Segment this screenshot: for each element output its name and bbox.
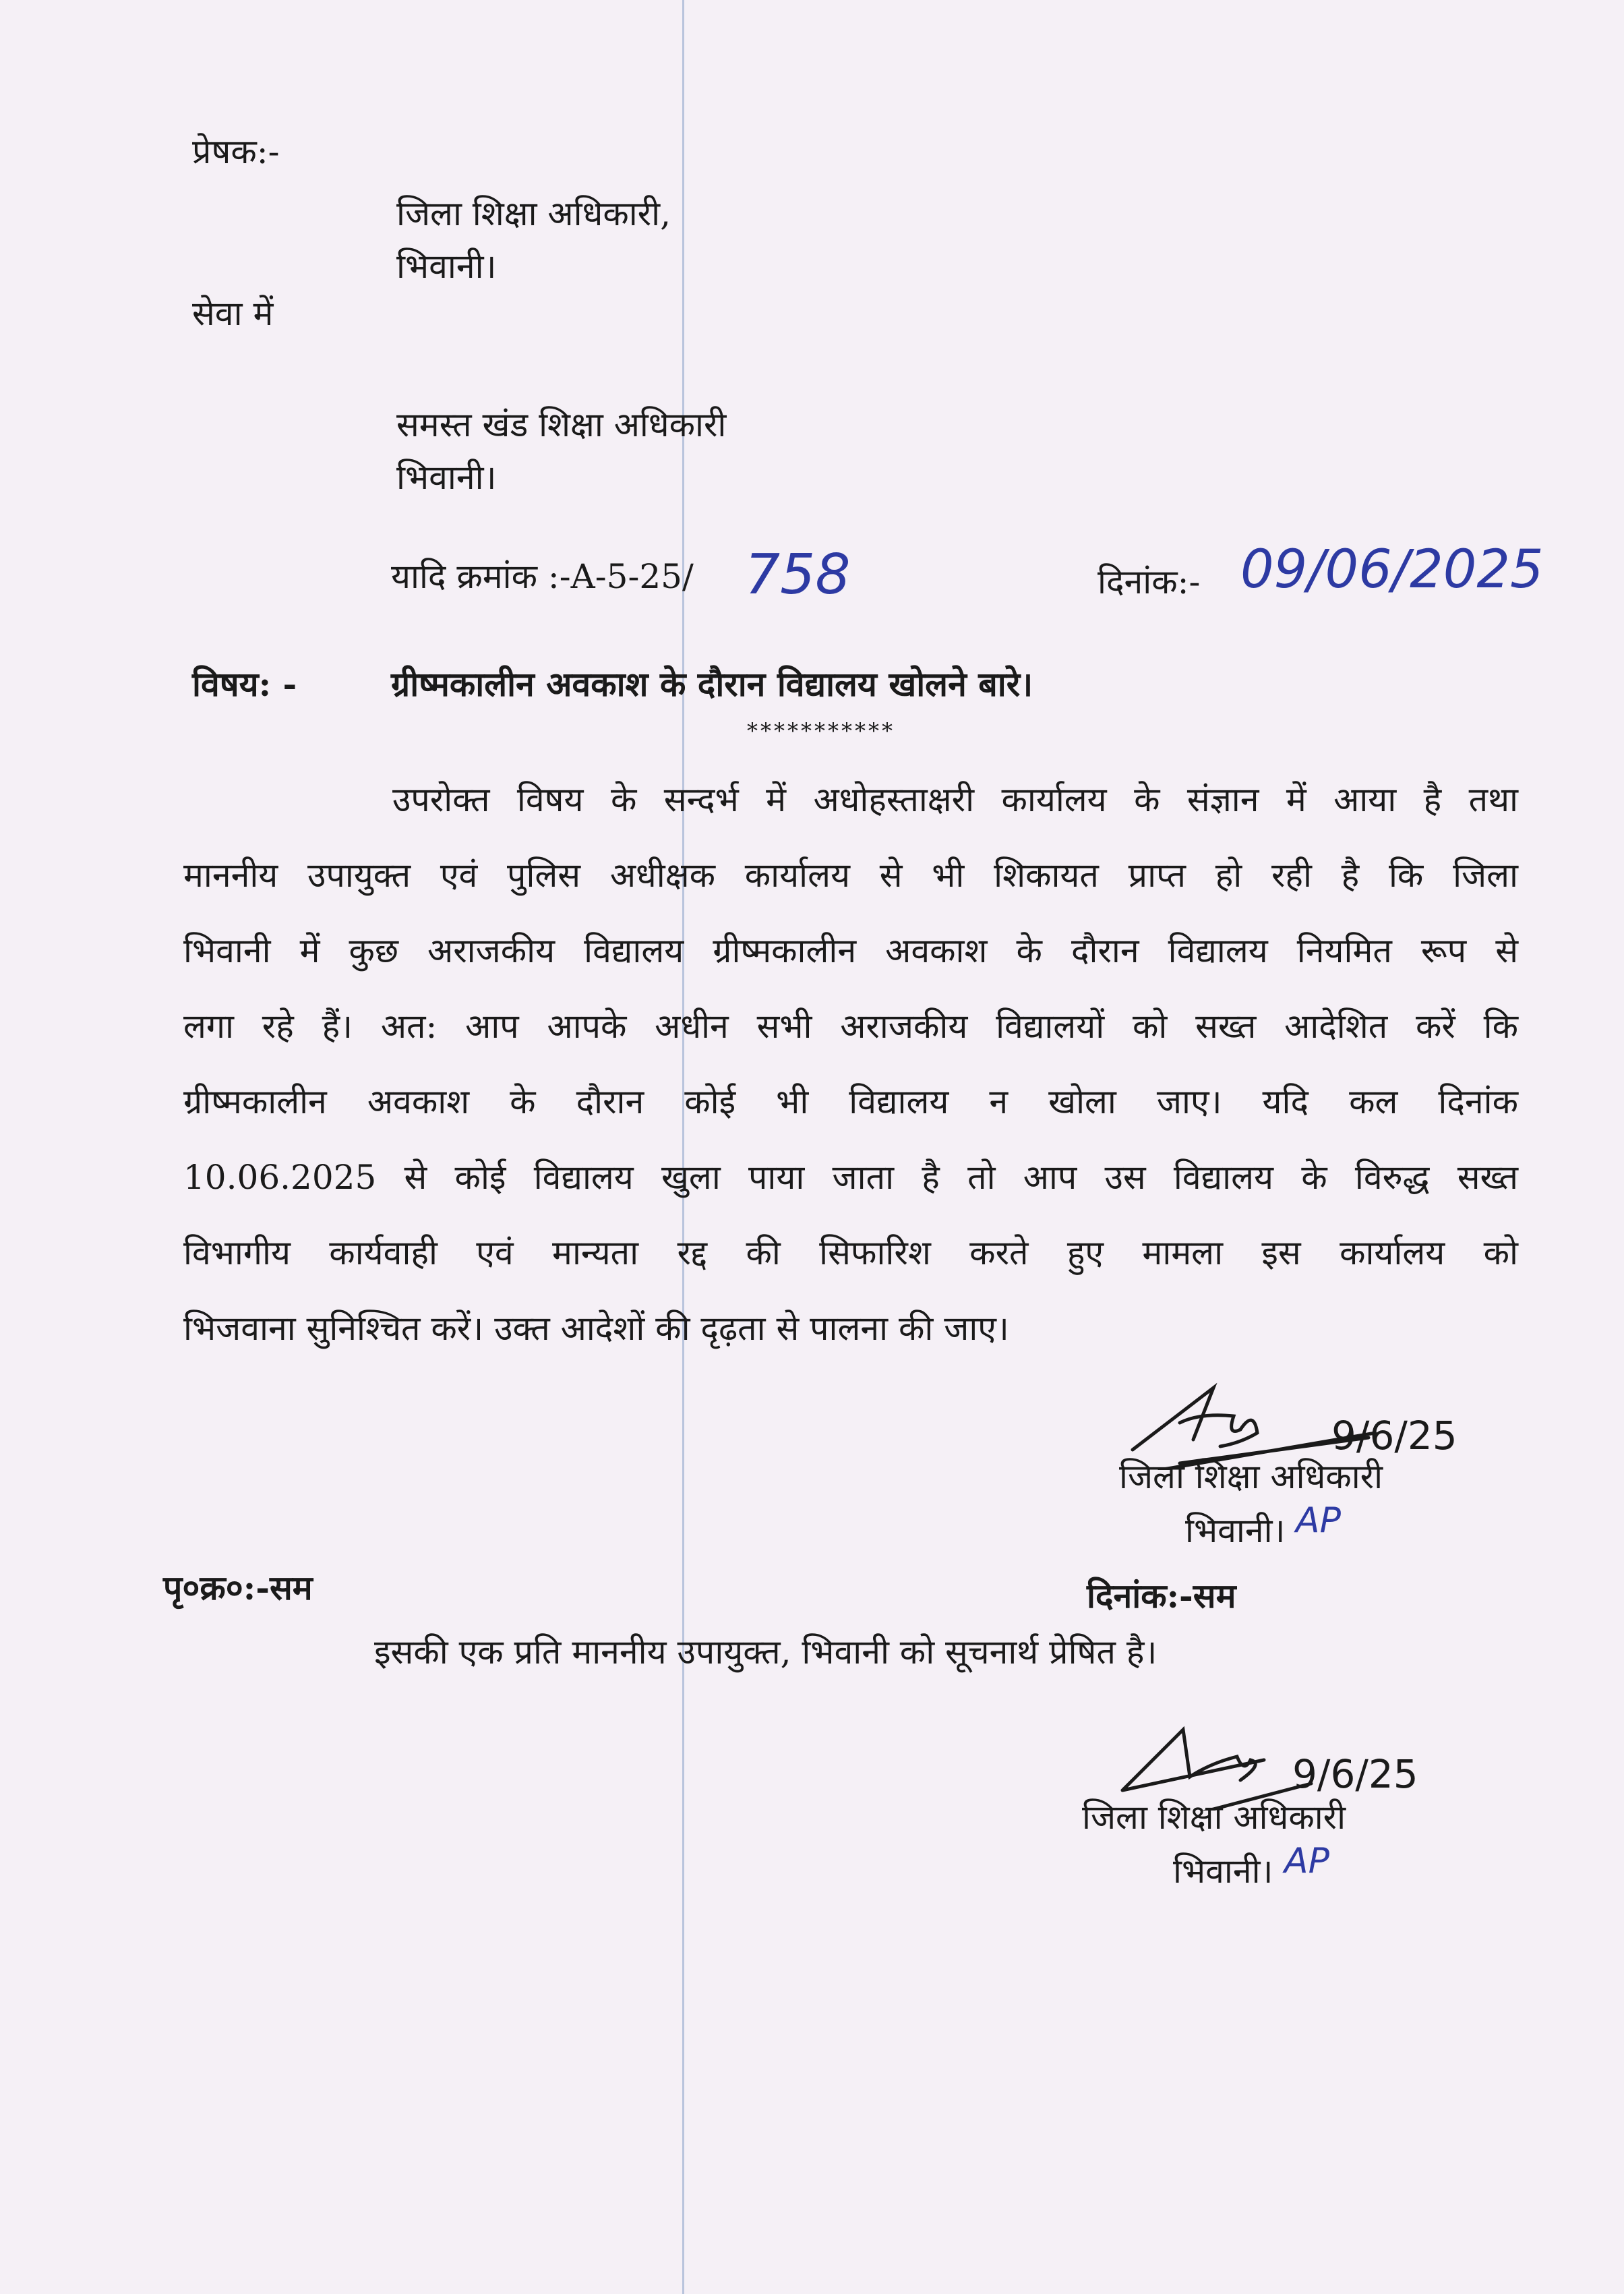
- subject-label: विषय: -: [192, 664, 297, 704]
- body-line: भिवानी में कुछ अराजकीय विद्यालय ग्रीष्मकालीन अवकाश के दौरान विद्यालय नियमित रूप से: [183, 931, 1518, 970]
- signatory-title: जिला शिक्षा अधिकारी: [1082, 1798, 1346, 1837]
- body-line: लगा रहे हैं। अत: आप आपके अधीन सभी अराजकीय विद्यालयों को सख्त आदेशित करें कि: [183, 1007, 1518, 1046]
- recipient-line-1: समस्त खंड शिक्षा अधिकारी: [396, 405, 727, 444]
- sender-label: प्रेषक:-: [192, 132, 280, 171]
- signature-date: 9/6/25: [1331, 1413, 1457, 1459]
- body-line: ग्रीष्मकालीन अवकाश के दौरान कोई भी विद्यालय न खोला जाए। यदि कल दिनांक: [183, 1082, 1518, 1121]
- signatory-title: जिला शिक्षा अधिकारी: [1119, 1457, 1383, 1496]
- sender-line-2: भिवानी।: [396, 247, 497, 286]
- signatory-place: भिवानी।: [1173, 1852, 1273, 1891]
- signature-date: 9/6/25: [1292, 1751, 1418, 1797]
- body-paragraph: [183, 762, 1518, 1366]
- reference-label: यादि क्रमांक :-A-5-25/: [391, 557, 694, 596]
- signatory-place: भिवानी।: [1185, 1511, 1286, 1550]
- endorsement-text: इसकी एक प्रति माननीय उपायुक्त, भिवानी को सूचनार्थ प्रेषित है।: [374, 1633, 1157, 1672]
- body-line: माननीय उपायुक्त एवं पुलिस अधीक्षक कार्यालय से भी शिकायत प्राप्त हो रही है कि जिला: [183, 856, 1518, 895]
- body-line: उपरोक्त विषय के सन्दर्भ में अधोहस्ताक्षरी कार्यालय के संज्ञान में आया है तथा: [392, 780, 1518, 819]
- handwritten-reference-number: 758: [745, 543, 851, 607]
- subject-separator: ***********: [747, 718, 895, 744]
- initials: AP: [1296, 1500, 1341, 1541]
- sender-line-1: जिला शिक्षा अधिकारी,: [396, 194, 671, 233]
- subject-text: ग्रीष्मकालीन अवकाश के दौरान विद्यालय खोलने बारे।: [391, 664, 1033, 704]
- date-label: दिनांक:-: [1097, 562, 1201, 601]
- handwritten-date: 09/06/2025: [1240, 539, 1544, 600]
- body-line: 10.06.2025 से कोई विद्यालय खुला पाया जाता है तो आप उस विद्यालय के विरुद्ध सख्त: [183, 1158, 1518, 1197]
- initials: AP: [1284, 1841, 1329, 1881]
- body-line: भिजवाना सुनिश्चित करें। उक्त आदेशों की दृढ़ता से पालना की जाए।: [183, 1309, 1009, 1348]
- endorsement-ref-label: पृ०क्र०:-सम: [163, 1568, 313, 1608]
- body-line: विभागीय कार्यवाही एवं मान्यता रद्द की सिफारिश करते हुए मामला इस कार्यालय को: [183, 1233, 1518, 1272]
- signature-block-1: [1119, 1376, 1470, 1551]
- to-label: सेवा में: [192, 294, 274, 333]
- endorsement-date-label: दिनांक:-सम: [1087, 1576, 1236, 1616]
- signature-block-2: [1082, 1709, 1433, 1891]
- recipient-line-2: भिवानी।: [396, 458, 497, 497]
